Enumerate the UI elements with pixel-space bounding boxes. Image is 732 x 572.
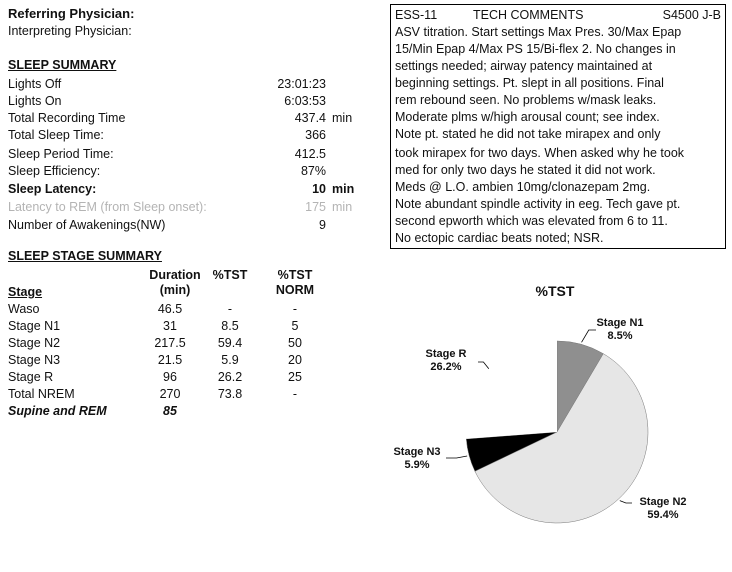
summary-label: Sleep Efficiency: — [8, 164, 101, 178]
col-header-norm-line1: %TST — [277, 268, 313, 282]
leader-r — [478, 362, 489, 369]
duration-cell: 217.5 — [154, 336, 186, 350]
supine-rem-value: 85 — [163, 404, 177, 418]
summary-label: Number of Awakenings(NW) — [8, 218, 166, 232]
tst-cell: 59.4 — [217, 336, 243, 350]
summary-label: Sleep Latency: — [8, 182, 97, 196]
norm-cell: - — [292, 387, 298, 401]
col-header-norm-line2: NORM — [275, 283, 315, 297]
pie-label-n3-value: 5.9% — [404, 459, 430, 471]
pie-label-n3 — [388, 446, 446, 472]
pie-slice-r — [466, 341, 557, 439]
duration-cell: 96 — [163, 370, 177, 384]
stage-cell: Stage N1 — [8, 319, 61, 333]
norm-cell: 5 — [291, 319, 299, 333]
tech-comment-line: No ectopic cardiac beats noted; NSR. — [395, 231, 604, 245]
pie-label-n1 — [588, 317, 652, 343]
summary-value: 175 — [305, 200, 326, 214]
tech-comment-line: 15/Min Epap 4/Max PS 15/Bi-flex 2. No changes in — [395, 42, 676, 56]
duration-cell: 31 — [163, 319, 177, 333]
summary-label: Total Recording Time — [8, 111, 126, 125]
tst-cell: 26.2 — [217, 370, 243, 384]
tech-comment-line: Moderate plms w/high arousal count; see index. — [395, 110, 660, 124]
leader-n3 — [446, 456, 467, 458]
norm-cell: 25 — [288, 370, 302, 384]
pie-label-n2-value: 59.4% — [647, 509, 679, 521]
summary-value: 437.4 — [294, 111, 326, 125]
col-header-duration-line2: (min) — [159, 283, 191, 297]
pie-label-n1-value: 8.5% — [607, 330, 633, 342]
summary-value: 366 — [305, 128, 326, 142]
stage-cell: Stage R — [8, 370, 54, 384]
summary-value: 412.5 — [294, 147, 326, 161]
pie-label-r-name: Stage R — [425, 348, 467, 360]
summary-value: 9 — [319, 218, 326, 232]
summary-label: Lights On — [8, 94, 62, 108]
summary-unit: min — [332, 182, 355, 196]
duration-cell: 270 — [159, 387, 181, 401]
col-header-stage: Stage — [8, 285, 43, 299]
stage-summary-title: SLEEP STAGE SUMMARY — [8, 249, 162, 263]
norm-cell: - — [292, 302, 298, 316]
col-header-tst: %TST — [212, 268, 248, 282]
supine-rem-label: Supine and REM — [8, 404, 107, 418]
duration-cell: 21.5 — [157, 353, 183, 367]
summary-value: 6:03:53 — [284, 94, 326, 108]
norm-cell: 20 — [288, 353, 302, 367]
pie-label-n3-name: Stage N3 — [393, 446, 441, 458]
tst-cell: 73.8 — [217, 387, 243, 401]
tech-comment-line: Note pt. stated he did not take mirapex and only — [395, 127, 661, 141]
tst-cell: 8.5 — [221, 319, 239, 333]
summary-label: Total Sleep Time: — [8, 128, 104, 142]
summary-value: 23:01:23 — [277, 77, 326, 91]
summary-value: 10 — [312, 182, 326, 196]
pie-label-n1-name: Stage N1 — [596, 317, 644, 329]
tech-comments-code: S4500 J-B — [662, 8, 721, 22]
tech-comment-line: Note abundant spindle activity in eeg. Tech gave pt. — [395, 197, 681, 211]
duration-cell: 46.5 — [157, 302, 183, 316]
pie-label-n2-name: Stage N2 — [639, 496, 687, 508]
tech-comment-line: settings needed; airway patency maintained at — [395, 59, 653, 73]
stage-cell: Total NREM — [8, 387, 75, 401]
tech-comments-title: TECH COMMENTS — [473, 8, 584, 22]
tech-comment-line: beginning settings. Pt. slept in all positions. Final — [395, 76, 664, 90]
stage-cell: Waso — [8, 302, 40, 316]
summary-unit: min — [332, 111, 353, 125]
tech-comments-id: ESS-11 — [395, 8, 438, 22]
referring-physician-label: Referring Physician: — [8, 6, 135, 21]
pie-label-r-value: 26.2% — [430, 361, 462, 373]
chart-title: %TST — [535, 283, 575, 299]
norm-cell: 50 — [288, 336, 302, 350]
col-header-duration-line1: Duration — [149, 268, 201, 282]
interpreting-physician-label: Interpreting Physician: — [8, 24, 132, 38]
summary-unit: min — [332, 200, 353, 214]
summary-value: 87% — [300, 164, 326, 178]
stage-cell: Stage N2 — [8, 336, 61, 350]
pie-label-n2 — [630, 496, 696, 522]
tech-comment-line: med for only two days he stated it did not work. — [395, 163, 656, 177]
stage-cell: Stage N3 — [8, 353, 61, 367]
tech-comment-line: took mirapex for two days. When asked why he took — [395, 146, 685, 160]
sleep-summary-title: SLEEP SUMMARY — [8, 58, 117, 72]
summary-label: Sleep Period Time: — [8, 147, 114, 161]
summary-label: Lights Off — [8, 77, 62, 91]
tst-cell: - — [227, 302, 233, 316]
tst-cell: 5.9 — [221, 353, 239, 367]
tech-comment-line: rem rebound seen. No problems w/mask leaks. — [395, 93, 657, 107]
tech-comment-line: second epworth which was elevated from 6 to 11. — [395, 214, 668, 228]
tech-comment-line: ASV titration. Start settings Max Pres. 30/Max Epap — [395, 25, 682, 39]
pie-label-r — [416, 348, 476, 374]
summary-label: Latency to REM (from Sleep onset): — [8, 200, 207, 214]
tech-comment-line: Meds @ L.O. ambien 10mg/clonazepam 2mg. — [395, 180, 651, 194]
